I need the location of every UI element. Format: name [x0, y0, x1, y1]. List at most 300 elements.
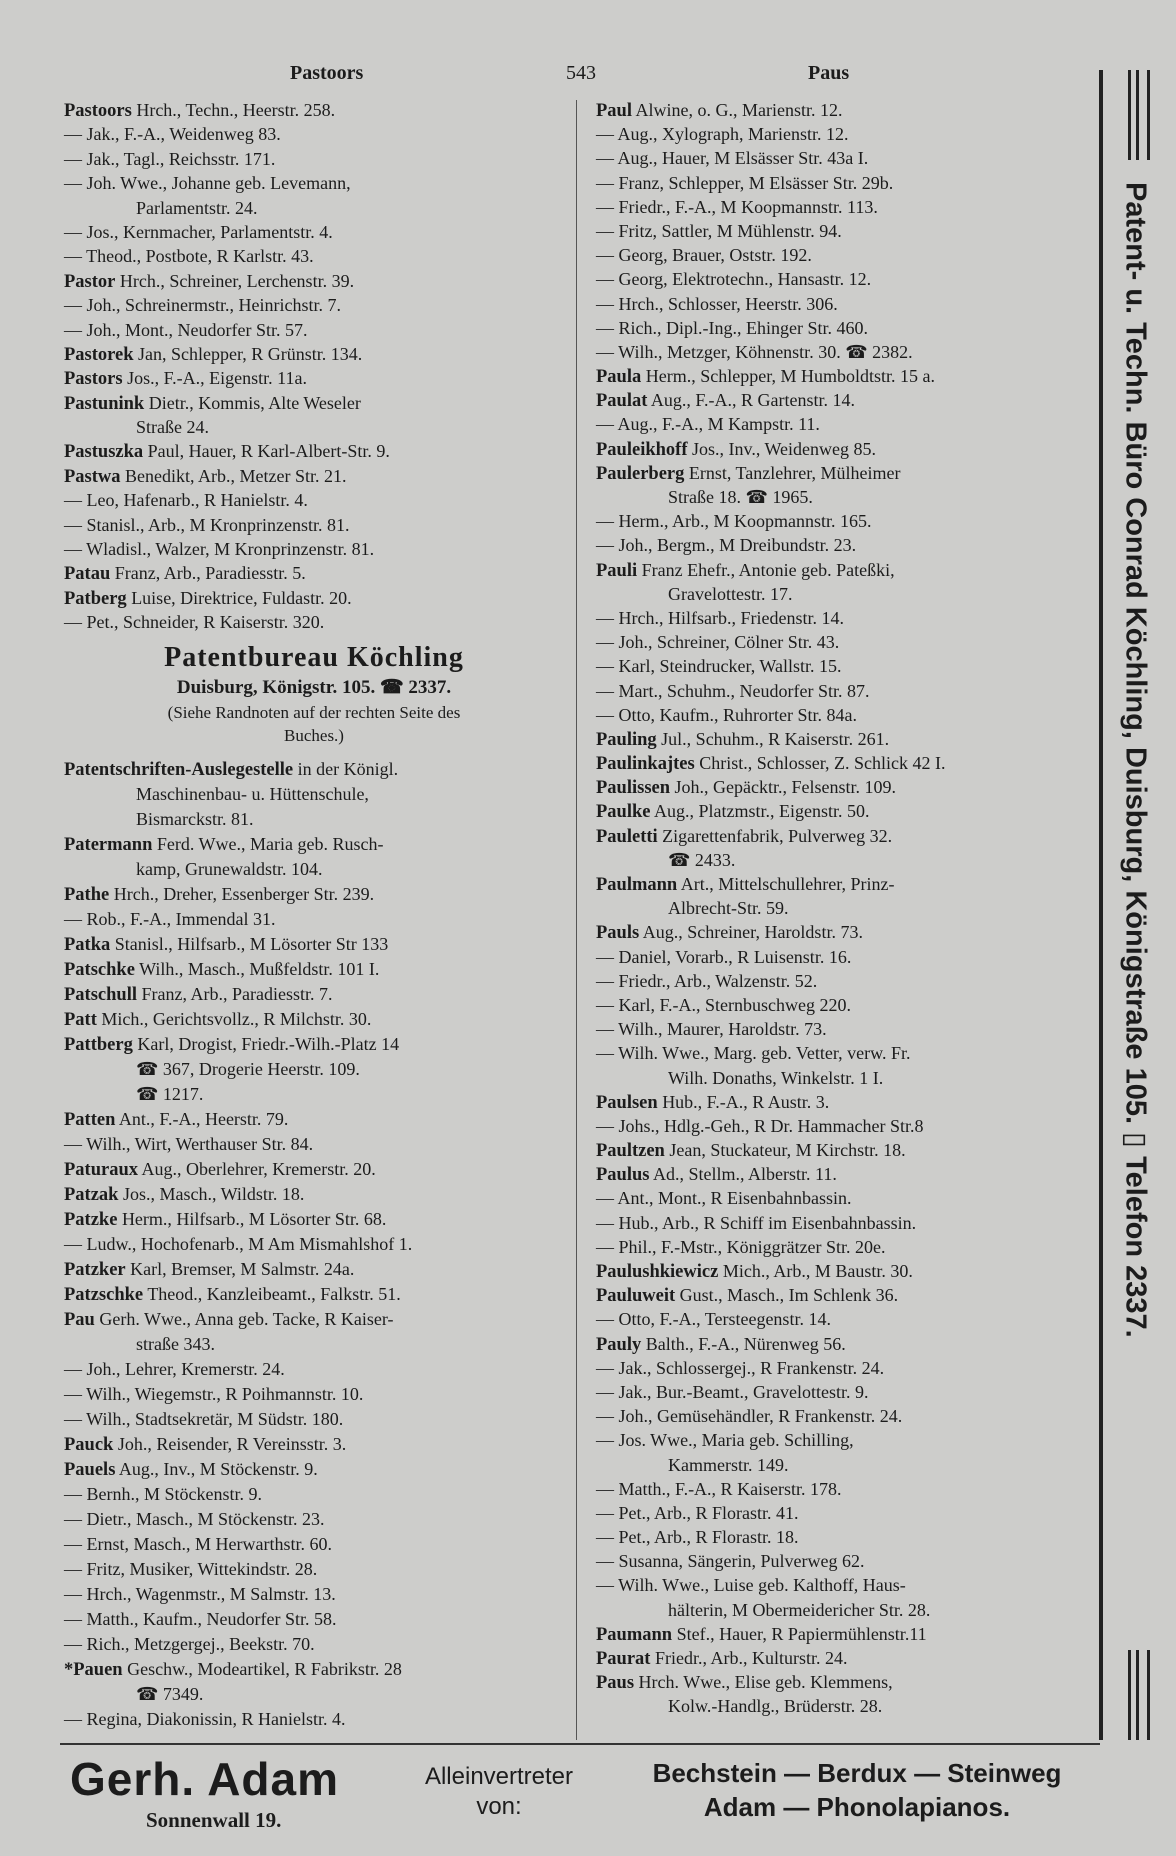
entry-details: Jan, Schlepper, R Grünstr. 134. [138, 343, 363, 364]
entry-details: Kolw.-Handlg., Brüderstr. 28. [668, 1696, 883, 1717]
left-column [64, 98, 564, 1732]
left-entries-bottom [64, 757, 564, 1732]
entry-details: Gravelottestr. 17. [668, 583, 793, 604]
entry-details: — Rich., Metzgergej., Beekstr. 70. [64, 1633, 315, 1654]
ad-agent-label [404, 1762, 594, 1822]
entry-details: ☎ 367, Drogerie Heerstr. 109. [136, 1058, 360, 1079]
directory-entry [64, 882, 564, 907]
entry-details: Balth., F.-A., Nürenweg 56. [645, 1333, 846, 1354]
entry-surname: Pauly [596, 1334, 642, 1355]
entry-details: Joh., Gepäcktr., Felsenstr. 109. [674, 777, 897, 798]
directory-entry [596, 1332, 1096, 1356]
entry-details: — Matth., Kaufm., Neudorfer Str. 58. [64, 1608, 337, 1629]
entry-continuation [596, 1598, 1096, 1622]
directory-entry [596, 1211, 1096, 1235]
entry-details: Aug., Oberlehrer, Kremerstr. 20. [141, 1158, 376, 1179]
directory-entry [64, 1257, 564, 1282]
entry-details: — Hrch., Schlosser, Heerstr. 306. [596, 293, 838, 314]
directory-entry [64, 1607, 564, 1632]
ad-brands-line-2: Adam — Phonolapianos. [703, 1792, 1011, 1822]
entry-details: — Jos., Kernmacher, Parlamentstr. 4. [64, 221, 333, 242]
column-divider [576, 100, 577, 1740]
entry-continuation [64, 415, 564, 439]
directory-entry [64, 610, 564, 634]
ad-street: Sonnenwall 19. [146, 1808, 282, 1832]
entry-details: — Joh., Bergm., M Dreibundstr. 23. [596, 535, 857, 556]
entry-continuation [64, 1082, 564, 1107]
notice-address: Duisburg, Königstr. 105. ☎ 2337. [176, 676, 452, 698]
side-advertisement-text: Patent- u. Techn. Büro Conrad Köchling, Duisburg, Königstraße 105. ▯ Telefon 2337. [1119, 182, 1152, 1338]
entry-surname: Paulus [596, 1165, 650, 1186]
directory-entry [596, 1041, 1096, 1065]
entry-details: — Franz, Schlepper, M Elsässer Str. 29b. [596, 172, 894, 193]
entry-details: Hrch., Schreiner, Lerchenstr. 39. [119, 270, 355, 291]
directory-entry [596, 1573, 1096, 1597]
directory-entry [64, 1307, 564, 1332]
entry-details: Ant., F.-A., Heerstr. 79. [118, 1108, 289, 1129]
entry-surname: Pattberg [64, 1034, 133, 1055]
directory-entry [64, 1707, 564, 1732]
entry-details: — Regina, Diakonissin, R Hanielstr. 4. [64, 1708, 346, 1729]
directory-entry [596, 993, 1096, 1017]
directory-entry [64, 1007, 564, 1032]
directory-entry [596, 945, 1096, 969]
ad-company-name: Gerh. Adam [70, 1753, 340, 1805]
directory-entry [596, 1017, 1096, 1041]
entry-details: — Wilh., Wirt, Werthauser Str. 84. [64, 1133, 314, 1154]
entry-details: Aug., Schreiner, Haroldstr. 73. [642, 922, 863, 943]
entry-surname: Pauls [596, 923, 640, 944]
entry-surname: Pauli [596, 560, 638, 581]
entry-details: Gust., Masch., Im Schlenk 36. [679, 1285, 899, 1306]
entry-details: — Joh., Schreinermstr., Heinrichstr. 7. [64, 295, 341, 316]
entry-details: — Theod., Postbote, R Karlstr. 43. [64, 246, 314, 267]
entry-details: Straße 24. [136, 417, 209, 438]
entry-details: — Wladisl., Walzer, M Kronprinzenstr. 81. [64, 539, 375, 560]
entry-details: Jean, Stuckateur, M Kirchstr. 18. [669, 1140, 906, 1161]
directory-entry [596, 461, 1096, 485]
entry-surname: Patka [64, 934, 111, 955]
directory-entry [596, 1622, 1096, 1646]
entry-details: Dietr., Kommis, Alte Weseler [148, 392, 361, 413]
entry-details: — Jos. Wwe., Maria geb. Schilling, [596, 1430, 854, 1451]
entry-details: — Johs., Hdlg.-Geh., R Dr. Hammacher Str.8 [596, 1115, 924, 1136]
directory-entry [596, 1259, 1096, 1283]
entry-details: — Pet., Arb., R Florastr. 18. [596, 1527, 799, 1548]
entry-surname: Paulmann [596, 875, 678, 895]
entry-surname: Patzker [64, 1259, 126, 1280]
entry-surname: *Pauen [64, 1659, 123, 1680]
directory-entry [64, 1232, 564, 1257]
entry-details: — Joh., Gemüsehändler, R Frankenstr. 24. [596, 1406, 903, 1427]
entry-surname: Pastors [64, 369, 123, 390]
entry-details: Zigarettenfabrik, Pulverweg 32. [662, 825, 893, 846]
directory-entry [64, 513, 564, 537]
entry-details: ☎ 2433. [668, 849, 736, 870]
directory-entry [596, 824, 1096, 848]
ornament-bars-bottom [1128, 1650, 1150, 1740]
entry-details: — Wilh., Maurer, Haroldstr. 73. [596, 1019, 827, 1040]
directory-entry [596, 920, 1096, 944]
entry-details: — Bernh., M Stöckenstr. 9. [64, 1483, 262, 1504]
directory-entry [64, 561, 564, 585]
directory-entry [64, 439, 564, 463]
entry-surname: Pauling [596, 729, 657, 750]
entry-surname: Paus [596, 1673, 635, 1694]
directory-entry [64, 757, 564, 782]
page-number: 543 [566, 62, 596, 84]
directory-entry [596, 1549, 1096, 1573]
entry-details: Jos., F.-A., Eigenstr. 11a. [127, 368, 307, 389]
directory-entry [596, 727, 1096, 751]
directory-entry [596, 679, 1096, 703]
entry-continuation [596, 582, 1096, 606]
directory-entry [64, 147, 564, 171]
entry-details: Wilh. Donaths, Winkelstr. 1 I. [668, 1067, 884, 1088]
entry-details: — Rob., F.-A., Immendal 31. [64, 908, 276, 929]
directory-entry [596, 1283, 1096, 1307]
entry-surname: Paurat [596, 1649, 651, 1669]
entry-surname: Pastunink [64, 393, 145, 414]
directory-entry [64, 1107, 564, 1132]
entry-details: — Stanisl., Arb., M Kronprinzenstr. 81. [64, 514, 350, 535]
directory-entry [64, 342, 564, 366]
entry-details: in der Königl. [297, 758, 399, 779]
entry-surname: Pauluweit [596, 1286, 676, 1307]
entry-details: — Susanna, Sängerin, Pulverweg 62. [596, 1551, 865, 1572]
entry-details: Benedikt, Arb., Metzer Str. 21. [125, 465, 347, 486]
directory-entry [596, 412, 1096, 436]
entry-details: Aug., Platzmstr., Eigenstr. 50. [654, 801, 870, 822]
directory-entry [596, 703, 1096, 727]
entry-details: Bismarckstr. 81. [136, 808, 254, 829]
entry-surname: Patau [64, 564, 111, 585]
directory-entry [596, 533, 1096, 557]
directory-entry [596, 751, 1096, 775]
entry-surname: Paulsen [596, 1092, 658, 1113]
entry-details: Hub., F.-A., R Austr. 3. [662, 1091, 830, 1112]
directory-entry [596, 654, 1096, 678]
entry-details: ☎ 1217. [136, 1083, 204, 1104]
directory-entry [64, 1557, 564, 1582]
directory-entry [64, 537, 564, 561]
entry-details: Franz Ehefr., Antonie geb. Pateßki, [641, 559, 895, 580]
ad-agent-line-2: von: [476, 1793, 522, 1820]
entry-surname: Paul [596, 101, 632, 121]
directory-entry [64, 1532, 564, 1557]
entry-continuation [64, 857, 564, 882]
directory-entry [596, 1428, 1096, 1452]
directory-entry [596, 969, 1096, 993]
directory-entry [596, 630, 1096, 654]
entry-details: — Karl, F.-A., Sternbuschweg 220. [596, 994, 852, 1015]
entry-surname: Pastorek [64, 344, 134, 365]
ad-agent-line-1: Alleinvertreter [424, 1763, 574, 1790]
directory-entry [64, 318, 564, 342]
entry-surname: Patschull [64, 984, 137, 1005]
entry-details: Maschinenbau- u. Hüttenschule, [136, 783, 369, 804]
entry-details: Herm., Hilfsarb., M Lösorter Str. 68. [121, 1208, 387, 1229]
right-column [596, 98, 1096, 1719]
directory-entry [64, 391, 564, 415]
entry-surname: Paumann [596, 1624, 673, 1645]
entry-surname: Paulerberg [596, 463, 685, 484]
directory-entry [596, 146, 1096, 170]
entry-details: hälterin, M Obermeidericher Str. 28. [668, 1599, 931, 1620]
entry-surname: Paulushkiewicz [596, 1262, 719, 1282]
entry-surname: Patschke [64, 959, 135, 980]
entry-surname: Pathe [64, 884, 110, 905]
entry-details: Gerh. Wwe., Anna geb. Tacke, R Kaiser- [99, 1308, 394, 1329]
directory-entry [64, 1482, 564, 1507]
entry-continuation [596, 1694, 1096, 1718]
entry-details: Aug., Inv., M Stöckenstr. 9. [118, 1458, 318, 1479]
entry-details: Ad., Stellm., Alberstr. 11. [652, 1164, 837, 1185]
notice-note-2: Buches.) [284, 725, 344, 745]
directory-entry [64, 1507, 564, 1532]
directory-entry [64, 1157, 564, 1182]
directory-entry [596, 437, 1096, 461]
entry-continuation [64, 1332, 564, 1357]
directory-entry [596, 1235, 1096, 1259]
entry-details: — Fritz, Musiker, Wittekindstr. 28. [64, 1558, 318, 1579]
entry-details: — Friedr., Arb., Walzenstr. 52. [596, 970, 818, 991]
entry-details: — Wilh. Wwe., Luise geb. Kalthoff, Haus- [596, 1575, 906, 1596]
ad-brands-line-1: Bechstein — Berdux — Steinweg [652, 1758, 1062, 1788]
directory-entry [64, 122, 564, 146]
entry-surname: Patentschriften-Auslegestelle [64, 759, 294, 780]
entry-surname: Patermann [64, 834, 153, 855]
entry-details: — Jak., Bur.-Beamt., Gravelottestr. 9. [596, 1381, 869, 1402]
directory-entry [596, 292, 1096, 316]
entry-details: — Georg, Brauer, Oststr. 192. [596, 245, 812, 266]
entry-surname: Paultzen [596, 1141, 665, 1162]
entry-details: — Ant., Mont., R Eisenbahnbassin. [596, 1188, 852, 1209]
entry-details: — Matth., F.-A., R Kaiserstr. 178. [596, 1478, 842, 1499]
entry-surname: Pastoors [64, 101, 132, 121]
directory-entry [596, 1186, 1096, 1210]
directory-entry [596, 1646, 1096, 1670]
ad-brands [612, 1756, 1102, 1824]
entry-surname: Pau [64, 1309, 95, 1330]
directory-entry [64, 1282, 564, 1307]
entry-details: — Ernst, Masch., M Herwarthstr. 60. [64, 1533, 332, 1554]
directory-entry [596, 316, 1096, 340]
entry-surname: Paulke [596, 802, 651, 823]
directory-entry [64, 269, 564, 293]
entry-details: — Hrch., Wagenmstr., M Salmstr. 13. [64, 1583, 336, 1604]
footer-rule [60, 1743, 1100, 1745]
directory-entry [64, 464, 564, 488]
directory-entry [596, 1501, 1096, 1525]
entry-details: — Phil., F.-Mstr., Königgrätzer Str. 20e. [596, 1236, 886, 1257]
entry-surname: Paulat [596, 391, 648, 412]
entry-details: Friedr., Arb., Kulturstr. 24. [654, 1648, 848, 1668]
entry-continuation [596, 1066, 1096, 1090]
entry-details: Stanisl., Hilfsarb., M Lösorter Str 133 [114, 933, 389, 954]
directory-entry [596, 1404, 1096, 1428]
directory-entry [596, 509, 1096, 533]
entry-details: — Otto, F.-A., Tersteegenstr. 14. [596, 1309, 831, 1330]
entry-details: — Ludw., Hochofenarb., M Am Mismahlshof 1. [64, 1233, 413, 1254]
entry-details: — Pet., Arb., R Florastr. 41. [596, 1502, 799, 1523]
entry-details: Ernst, Tanzlehrer, Mülheimer [688, 462, 901, 483]
entry-details: — Karl, Steindrucker, Wallstr. 15. [596, 656, 842, 677]
entry-details: Straße 18. ☎ 1965. [668, 487, 813, 507]
entry-details: Hrch., Techn., Heerstr. 258. [136, 100, 336, 120]
entry-details: kamp, Grunewaldstr. 104. [136, 858, 323, 879]
entry-continuation [64, 782, 564, 807]
directory-entry [64, 1432, 564, 1457]
directory-entry [596, 775, 1096, 799]
entry-surname: Patt [64, 1009, 97, 1030]
directory-entry [64, 586, 564, 610]
entry-details: Jul., Schuhm., R Kaiserstr. 261. [661, 728, 890, 749]
entry-details: Ferd. Wwe., Maria geb. Rusch- [156, 833, 384, 854]
entry-continuation [64, 196, 564, 220]
entry-continuation [64, 1682, 564, 1707]
entry-details: — Fritz, Sattler, M Mühlenstr. 94. [596, 220, 842, 241]
entry-details: — Daniel, Vorarb., R Luisenstr. 16. [596, 946, 852, 967]
entry-details: Franz, Arb., Paradiesstr. 5. [114, 563, 306, 584]
directory-entry [64, 907, 564, 932]
entry-details: — Jak., F.-A., Weidenweg 83. [64, 124, 281, 145]
entry-details: straße 343. [136, 1333, 215, 1354]
entry-details: — Friedr., F.-A., M Koopmannstr. 113. [596, 196, 878, 217]
entry-details: Mich., Gerichtsvollz., R Milchstr. 30. [101, 1008, 372, 1029]
directory-entry [596, 340, 1096, 364]
directory-entry [64, 1182, 564, 1207]
entry-details: — Joh., Mont., Neudorfer Str. 57. [64, 319, 308, 340]
directory-entry [64, 1407, 564, 1432]
entry-details: — Wilh., Stadtsekretär, M Südstr. 180. [64, 1408, 344, 1429]
entry-details: — Jak., Tagl., Reichsstr. 171. [64, 148, 276, 169]
entry-details: Herm., Schlepper, M Humboldtstr. 15 a. [645, 366, 935, 387]
directory-entry [596, 1525, 1096, 1549]
entry-details: Hrch., Dreher, Essenberger Str. 239. [113, 883, 375, 904]
entry-details: Theod., Kanzleibeamt., Falkstr. 51. [147, 1283, 401, 1304]
entry-surname: Pastor [64, 271, 116, 292]
directory-entry [64, 1657, 564, 1682]
directory-entry [596, 1477, 1096, 1501]
directory-entry [596, 1114, 1096, 1138]
directory-entry [64, 932, 564, 957]
entry-details: Aug., F.-A., R Gartenstr. 14. [650, 390, 855, 411]
directory-entry [64, 220, 564, 244]
entry-details: — Herm., Arb., M Koopmannstr. 165. [596, 511, 872, 532]
entry-continuation [596, 1453, 1096, 1477]
entry-details: — Hrch., Hilfsarb., Friedenstr. 14. [596, 607, 844, 628]
directory-entry [64, 488, 564, 512]
notice-note-1: (Siehe Randnoten auf der rechten Seite des [167, 702, 461, 722]
directory-entry [64, 1382, 564, 1407]
directory-entry [596, 1356, 1096, 1380]
directory-entry [596, 1380, 1096, 1404]
directory-entry [596, 558, 1096, 582]
directory-entry [596, 1138, 1096, 1162]
entry-surname: Pauletti [596, 826, 658, 847]
entry-details: Alwine, o. G., Marienstr. 12. [635, 100, 843, 120]
entry-details: Stef., Hauer, R Papiermühlenstr.11 [676, 1623, 927, 1644]
entry-details: — Dietr., Masch., M Stöckenstr. 23. [64, 1508, 325, 1529]
side-advertisement-band [1108, 70, 1164, 1740]
entry-details: Paul, Hauer, R Karl-Albert-Str. 9. [147, 441, 390, 462]
directory-entry [64, 1132, 564, 1157]
entry-details: — Joh., Lehrer, Kremerstr. 24. [64, 1358, 285, 1379]
entry-details: — Leo, Hafenarb., R Hanielstr. 4. [64, 490, 308, 511]
entry-details: Albrecht-Str. 59. [668, 898, 789, 919]
directory-entry [596, 606, 1096, 630]
directory-entry [596, 122, 1096, 146]
directory-entry [596, 171, 1096, 195]
notice-title: Patentbureau Köchling [164, 641, 464, 673]
entry-details: Kammerstr. 149. [668, 1454, 789, 1475]
entry-surname: Pastwa [64, 466, 121, 487]
entry-surname: Patzak [64, 1184, 119, 1205]
entry-details: Wilh., Masch., Mußfeldstr. 101 I. [139, 958, 380, 979]
entry-continuation [64, 807, 564, 832]
entry-details: — Hub., Arb., R Schiff im Eisenbahnbassin. [596, 1212, 917, 1233]
entry-surname: Paula [596, 367, 642, 388]
entry-continuation [596, 848, 1096, 872]
entry-details: — Joh. Wwe., Johanne geb. Levemann, [64, 173, 351, 194]
directory-entry [64, 1032, 564, 1057]
entry-details: — Aug., F.-A., M Kampstr. 11. [596, 414, 820, 435]
patentbureau-notice [64, 635, 564, 757]
directory-entry [596, 799, 1096, 823]
directory-entry [596, 872, 1096, 896]
directory-entry [596, 1162, 1096, 1186]
entry-details: Karl, Drogist, Friedr.-Wilh.-Platz 14 [137, 1033, 400, 1054]
entry-details: Joh., Reisender, R Vereinsstr. 3. [117, 1433, 347, 1454]
entry-details: — Jak., Schlossergej., R Frankenstr. 24. [596, 1357, 885, 1378]
entry-details: Geschw., Modeartikel, R Fabrikstr. 28 [127, 1658, 402, 1679]
directory-entry [596, 98, 1096, 122]
entry-details: Franz, Arb., Paradiesstr. 7. [141, 983, 333, 1004]
directory-entry [596, 267, 1096, 291]
directory-entry [596, 195, 1096, 219]
directory-entry [64, 1632, 564, 1657]
entry-details: Christ., Schlosser, Z. Schlick 42 I. [699, 753, 946, 774]
entry-details: — Wilh., Wiegemstr., R Poihmannstr. 10. [64, 1383, 364, 1404]
entry-surname: Patten [64, 1109, 116, 1130]
entry-details: — Wilh. Wwe., Marg. geb. Vetter, verw. Fr. [596, 1043, 911, 1064]
directory-entry [64, 1207, 564, 1232]
entry-surname: Patzke [64, 1209, 118, 1230]
directory-entry [596, 1670, 1096, 1694]
entry-details: Jos., Inv., Weidenweg 85. [691, 438, 877, 459]
entry-details: — Mart., Schuhm., Neudorfer Str. 87. [596, 680, 870, 701]
entry-surname: Paulissen [596, 778, 671, 799]
running-head-left: Pastoors [290, 62, 364, 84]
directory-entry [64, 957, 564, 982]
entry-surname: Patberg [64, 588, 127, 609]
directory-entry [64, 982, 564, 1007]
directory-entry [64, 366, 564, 390]
directory-entry [64, 98, 564, 122]
entry-details: — Aug., Xylograph, Marienstr. 12. [596, 124, 849, 145]
entry-surname: Paulinkajtes [596, 754, 695, 775]
entry-surname: Pauck [64, 1434, 114, 1455]
directory-entry [596, 1307, 1096, 1331]
entry-details: Karl, Bremser, M Salmstr. 24a. [130, 1258, 355, 1279]
entry-details: — Aug., Hauer, M Elsässer Str. 43a I. [596, 148, 869, 169]
footer-advertisement [64, 1750, 1104, 1850]
entry-details: — Wilh., Metzger, Köhnenstr. 30. ☎ 2382. [596, 341, 913, 362]
ornament-bars-top [1128, 70, 1150, 160]
entry-surname: Pauels [64, 1459, 116, 1480]
running-head-right: Paus [808, 62, 850, 84]
